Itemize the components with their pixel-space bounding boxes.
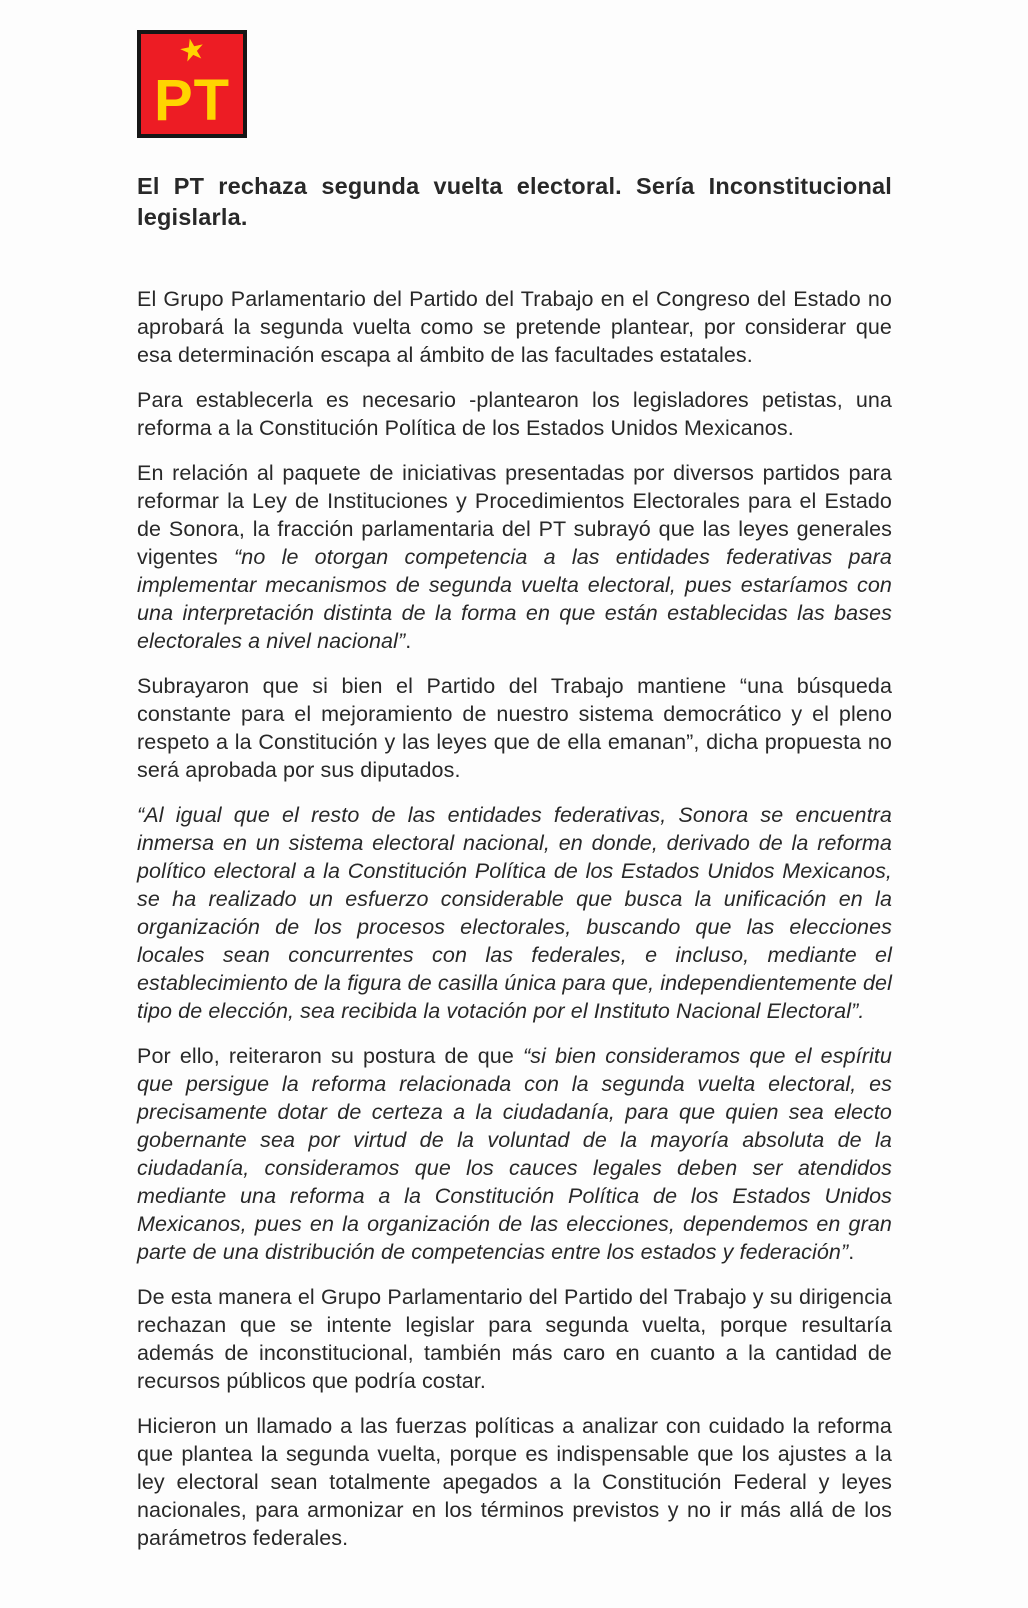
text-segment: El Grupo Parlamentario del Partido del Trabajo en el Congreso del Estado no aprobará la segunda vuelta como se pretende plantear, por considerar que esa determinación escapa al ámbito de las facultades estatales. bbox=[137, 287, 892, 367]
text-segment: Hicieron un llamado a las fuerzas políticas a analizar con cuidado la reforma que plantea la segunda vuelta, porque es indispensable que los ajustes a la ley electoral sean totalmente apegados a la Constitución Federal y leyes nacionales, para armonizar en los términos previstos y no ir más allá de los parámetros federales. bbox=[137, 1414, 892, 1550]
text-segment: . bbox=[848, 1240, 855, 1264]
document-body bbox=[137, 285, 892, 1552]
text-segment: Para establecerla es necesario -plantearon los legisladores petistas, una reforma a la Constitución Política de los Estados Unidos Mexicanos. bbox=[137, 388, 892, 440]
italic-text-segment: “no le otorgan competencia a las entidades federativas para implementar mecanismos de segunda vuelta electoral, pues estaríamos con una interpretación distinta de la forma en que están establecidas las bases electorales a nivel nacional” bbox=[137, 545, 892, 653]
text-segment: Por ello, reiteraron su postura de que bbox=[137, 1044, 524, 1068]
paragraph bbox=[137, 386, 892, 442]
paragraph bbox=[137, 801, 892, 1025]
paragraph bbox=[137, 672, 892, 784]
paragraph bbox=[137, 459, 892, 655]
italic-text-segment: “si bien consideramos que el espíritu que persigue la reforma relacionada con la segunda vuelta electoral, es precisamente dotar de certeza a la ciudadanía, para que quien sea electo gobernante sea por virtud de la voluntad de la mayoría absoluta de la ciudadanía, consideramos que los cauces legales deben ser atendidos mediante una reforma a la Constitución Política de los Estados Unidos Mexicanos, pues en la organización de las elecciones, dependemos en gran parte de una distribución de competencias entre los estados y federación” bbox=[137, 1044, 892, 1264]
document-content bbox=[137, 30, 892, 1569]
pt-party-logo bbox=[137, 30, 247, 138]
star-icon: ★ bbox=[175, 31, 209, 70]
italic-text-segment: “Al igual que el resto de las entidades federativas, Sonora se encuentra inmersa en un sistema electoral nacional, en donde, derivado de la reforma político electoral a la Constitución Política de los Estados Unidos Mexicanos, se ha realizado un esfuerzo considerable que busca la unificación en la organización de los procesos electorales, buscando que las elecciones locales sean concurrentes con las federales, e incluso, mediante el establecimiento de la figura de casilla única para que, independientemente del tipo de elección, sea recibida la votación por el Instituto Nacional Electoral”. bbox=[137, 803, 892, 1023]
paragraph bbox=[137, 285, 892, 369]
pt-logo-letters: PT bbox=[153, 68, 231, 133]
document-title: El PT rechaza segunda vuelta electoral. Sería Inconstitucional legislarla. bbox=[137, 173, 892, 230]
paragraph bbox=[137, 1283, 892, 1395]
paragraph bbox=[137, 1412, 892, 1552]
text-segment: En relación al paquete de iniciativas presentadas por diversos partidos para reformar la Ley de Instituciones y Procedimientos Electorales para el Estado de Sonora, la fracción parlamentaria del PT subrayó que las leyes generales vigentes bbox=[137, 461, 892, 569]
paragraph bbox=[137, 1042, 892, 1266]
text-segment: . bbox=[405, 629, 412, 653]
text-segment: De esta manera el Grupo Parlamentario del Partido del Trabajo y su dirigencia rechazan que se intente legislar para segunda vuelta, porque resultaría además de inconstitucional, también más caro en cuanto a la cantidad de recursos públicos que podría costar. bbox=[137, 1285, 892, 1393]
text-segment: Subrayaron que si bien el Partido del Trabajo mantiene “una búsqueda constante para el mejoramiento de nuestro sistema democrático y el pleno respeto a la Constitución y las leyes que de ella emanan”, dicha propuesta no será aprobada por sus diputados. bbox=[137, 674, 892, 782]
